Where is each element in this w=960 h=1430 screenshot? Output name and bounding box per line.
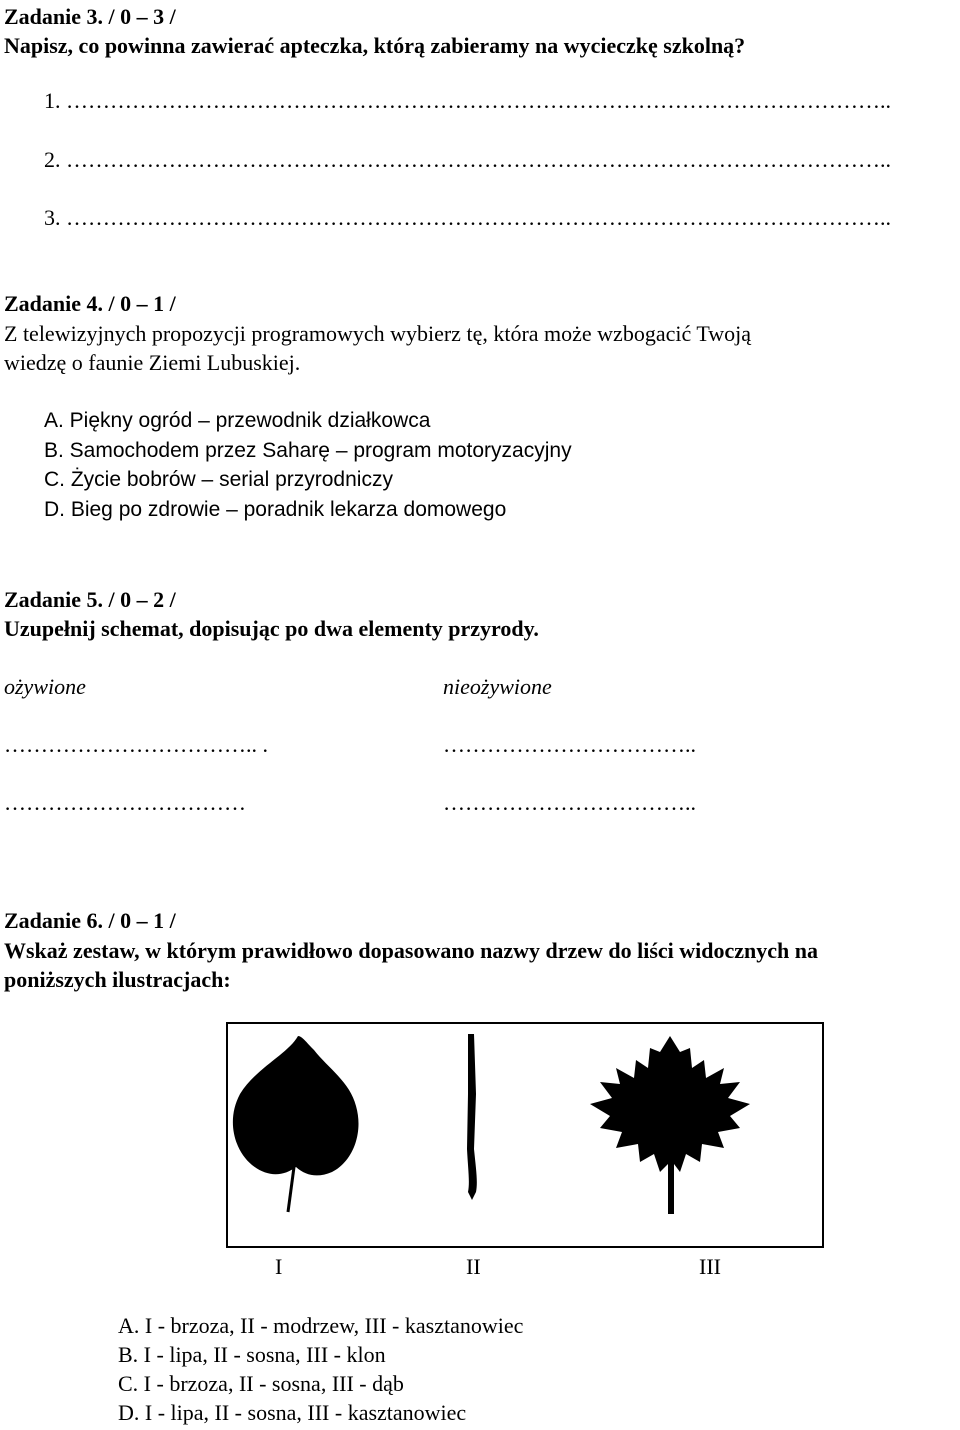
task6-question-line-2	[4, 969, 231, 991]
leaf-iii-icon	[590, 1036, 750, 1214]
task4-header: Zadanie 4. / 0 – 1 /	[4, 291, 176, 316]
leaf-label-ii: II	[466, 1254, 481, 1279]
task3-answer-line-2[interactable]: 2. …………………………………………………………………………………………………..	[44, 147, 891, 172]
task5-nonliving-line-1[interactable]: ……………………………..	[443, 732, 696, 757]
leaf-illustrations	[228, 1024, 822, 1246]
task6-question-line-1: Wskaż zestaw, w którym prawidłowo dopasowano nazwy drzew do liści widocznych na	[4, 938, 819, 963]
task6-option-a[interactable]: A. I - brzoza, II - modrzew, III - kasztanowiec	[118, 1313, 524, 1338]
leaf-label-i: I	[275, 1254, 283, 1279]
task5-column-living: ożywione	[4, 674, 86, 699]
task5-column-nonliving: nieożywione	[443, 674, 552, 699]
task5-nonliving-line-2[interactable]: ……………………………..	[443, 790, 696, 815]
task6-option-d[interactable]: D. I - lipa, II - sosna, III - kasztanowiec	[118, 1400, 467, 1425]
task4-question-line-1: Z telewizyjnych propozycji programowych wybierz tę, która może wzbogacić Twoją	[4, 321, 752, 346]
task5-living-line-2[interactable]: ……………………………	[4, 790, 246, 815]
task3-answer-line-3[interactable]: 3. …………………………………………………………………………………………………..	[44, 205, 891, 230]
leaf-label-iii: III	[699, 1254, 721, 1279]
task4-option-b[interactable]: B. Samochodem przez Saharę – program motoryzacyjny	[44, 439, 572, 462]
leaf-i-icon	[233, 1036, 359, 1212]
task6-question-line-2-text: poniższych ilustracjach:	[4, 967, 231, 992]
task5-question: Uzupełnij schemat, dopisując po dwa elementy przyrody.	[4, 616, 539, 641]
leaf-illustrations-frame	[226, 1022, 824, 1248]
task3-answer-line-1[interactable]: 1. …………………………………………………………………………………………………..	[44, 88, 891, 113]
leaf-ii-icon	[467, 1034, 477, 1200]
task4-option-a[interactable]: A. Piękny ogród – przewodnik działkowca	[44, 409, 431, 432]
task6-option-b[interactable]: B. I - lipa, II - sosna, III - klon	[118, 1342, 386, 1367]
task4-option-c[interactable]: C. Życie bobrów – serial przyrodniczy	[44, 468, 393, 491]
task5-living-line-1[interactable]: …………………………….. .	[4, 732, 268, 757]
task4-question-line-2: wiedzę o faunie Ziemi Lubuskiej.	[4, 350, 301, 375]
task4-option-d[interactable]: D. Bieg po zdrowie – poradnik lekarza domowego	[44, 498, 507, 521]
task6-header: Zadanie 6. / 0 – 1 /	[4, 908, 176, 933]
task3-header: Zadanie 3. / 0 – 3 /	[4, 4, 176, 29]
task3-question: Napisz, co powinna zawierać apteczka, którą zabieramy na wycieczkę szkolną?	[4, 33, 746, 58]
task6-option-c[interactable]: C. I - brzoza, II - sosna, III - dąb	[118, 1371, 404, 1396]
task5-header: Zadanie 5. / 0 – 2 /	[4, 587, 176, 612]
